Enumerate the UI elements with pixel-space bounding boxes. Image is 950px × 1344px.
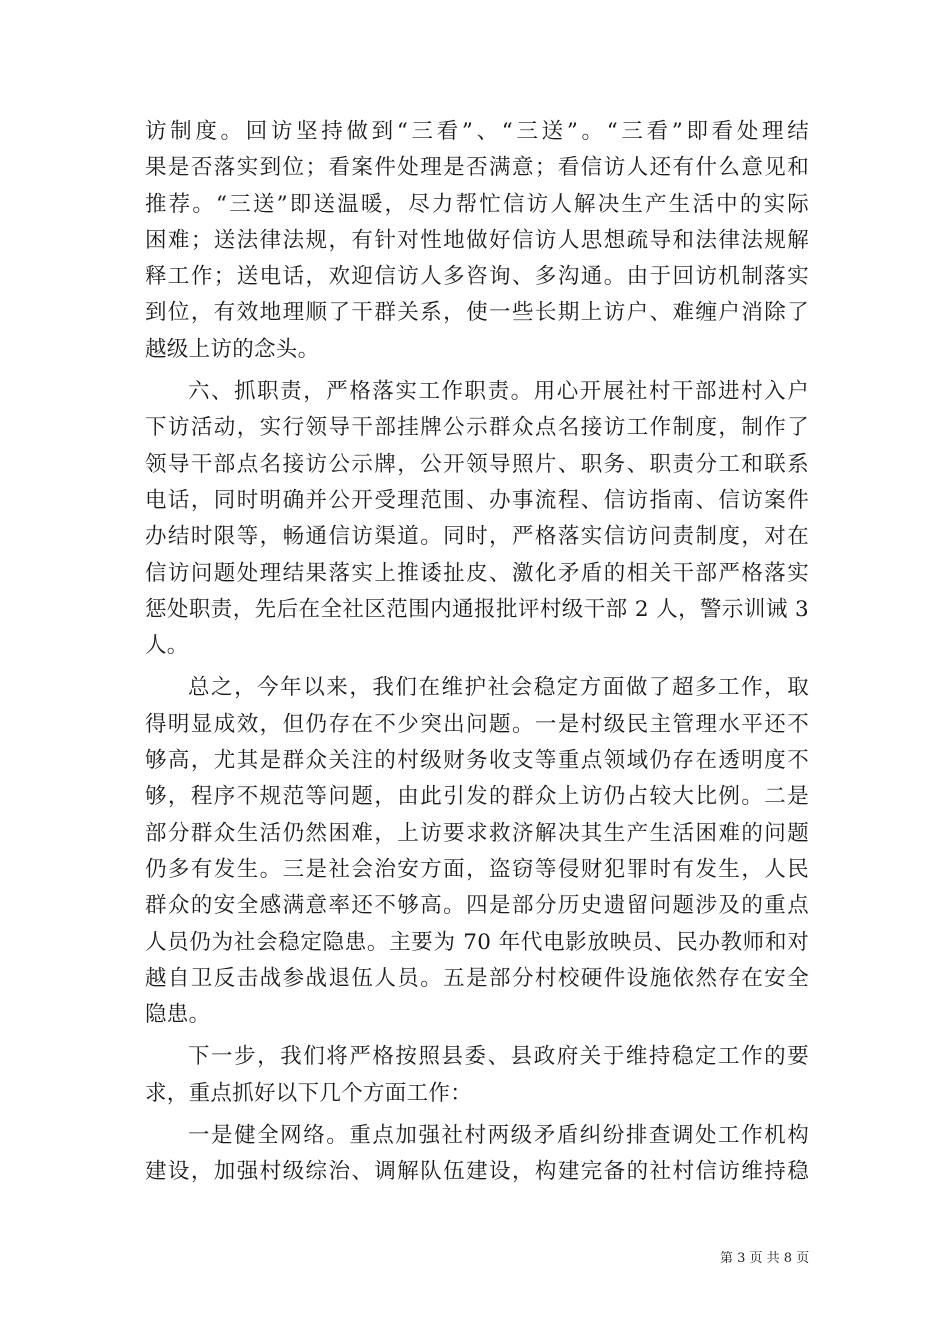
paragraph-p3 (145, 670, 809, 1033)
text-line: 越自卫反击战参战退伍人员。五是部分村校硬件设施依然存在安全 (145, 965, 809, 991)
text-line: 领导干部点名接访公示牌，公开领导照片、职务、职责分工和联系 (145, 451, 809, 477)
text-line: 得明显成效，但仍存在不少突出问题。一是村级民主管理水平还不 (145, 711, 809, 737)
text-line: 困难；送法律法规，有针对性地做好信访人思想疏导和法律法规解 (145, 227, 809, 253)
paragraph-p1 (145, 114, 809, 368)
paragraph-p4 (145, 1039, 809, 1112)
text-line: 求，重点抓好以下几个方面工作： (145, 1080, 473, 1106)
text-line: 果是否落实到位；看案件处理是否满意；看信访人还有什么意见和 (145, 155, 809, 181)
text-line: 够，程序不规范等问题，由此引发的群众上访仍占较大比例。二是 (145, 784, 809, 810)
text-line: 够高，尤其是群众关注的村级财务收支等重点领域仍存在透明度不 (145, 748, 809, 774)
text-line: 下一步，我们将严格按照县委、县政府关于维持稳定工作的要 (188, 1044, 809, 1070)
text-line: 办结时限等，畅通信访渠道。同时，严格落实信访问责制度，对在 (145, 524, 809, 550)
text-line: 电话，同时明确并公开受理范围、办事流程、信访指南、信访案件 (145, 487, 809, 513)
text-line: 惩处职责，先后在全社区范围内通报批评村级干部 2 人，警示训诫 3 (145, 596, 809, 622)
text-line: 人。 (145, 633, 189, 659)
text-line: 下访活动，实行领导干部挂牌公示群众点名接访工作制度，制作了 (145, 415, 809, 441)
text-line: 到位，有效地理顺了干群关系，使一些长期上访户、难缠户消除了 (145, 300, 809, 326)
text-line: 建设，加强村级综治、调解队伍建设，构建完备的社村信访维持稳 (145, 1159, 809, 1185)
text-line: 群众的安全感满意率还不够高。四是部分历史遗留问题涉及的重点 (145, 893, 809, 919)
text-line: 一是健全网络。重点加强社村两级矛盾纠纷排查调处工作机构 (188, 1123, 809, 1149)
text-line: 信访问题处理结果落实上推诿扯皮、激化矛盾的相关干部严格落实 (145, 560, 809, 586)
text-line: 部分群众生活仍然困难，上访要求救济解决其生产生活困难的问题 (145, 820, 809, 846)
text-line: 释工作；送电话，欢迎信访人多咨询、多沟通。由于回访机制落实 (145, 264, 809, 290)
paragraph-p5 (145, 1118, 809, 1191)
page-number-footer: 第 3 页 共 8 页 (720, 1251, 810, 1266)
text-line: 隐患。 (145, 1002, 211, 1028)
text-line: 越级上访的念头。 (145, 336, 320, 362)
text-line: 推荐。“三送”即送温暖，尽力帮忙信访人解决生产生活中的实际 (145, 191, 809, 217)
text-line: 人员仍为社会稳定隐患。主要为 70 年代电影放映员、民办教师和对 (145, 929, 809, 955)
document-body (145, 114, 809, 1191)
text-line: 访制度。回访坚持做到“三看”、“三送”。“三看”即看处理结 (145, 119, 809, 144)
text-line: 总之，今年以来，我们在维护社会稳定方面做了超多工作，取 (188, 675, 809, 701)
text-line: 仍多有发生。三是社会治安方面，盗窃等侵财犯罪时有发生，人民 (145, 856, 809, 882)
paragraph-p2 (145, 374, 809, 664)
text-line: 六、抓职责，严格落实工作职责。用心开展社村干部进村入户 (188, 379, 809, 405)
